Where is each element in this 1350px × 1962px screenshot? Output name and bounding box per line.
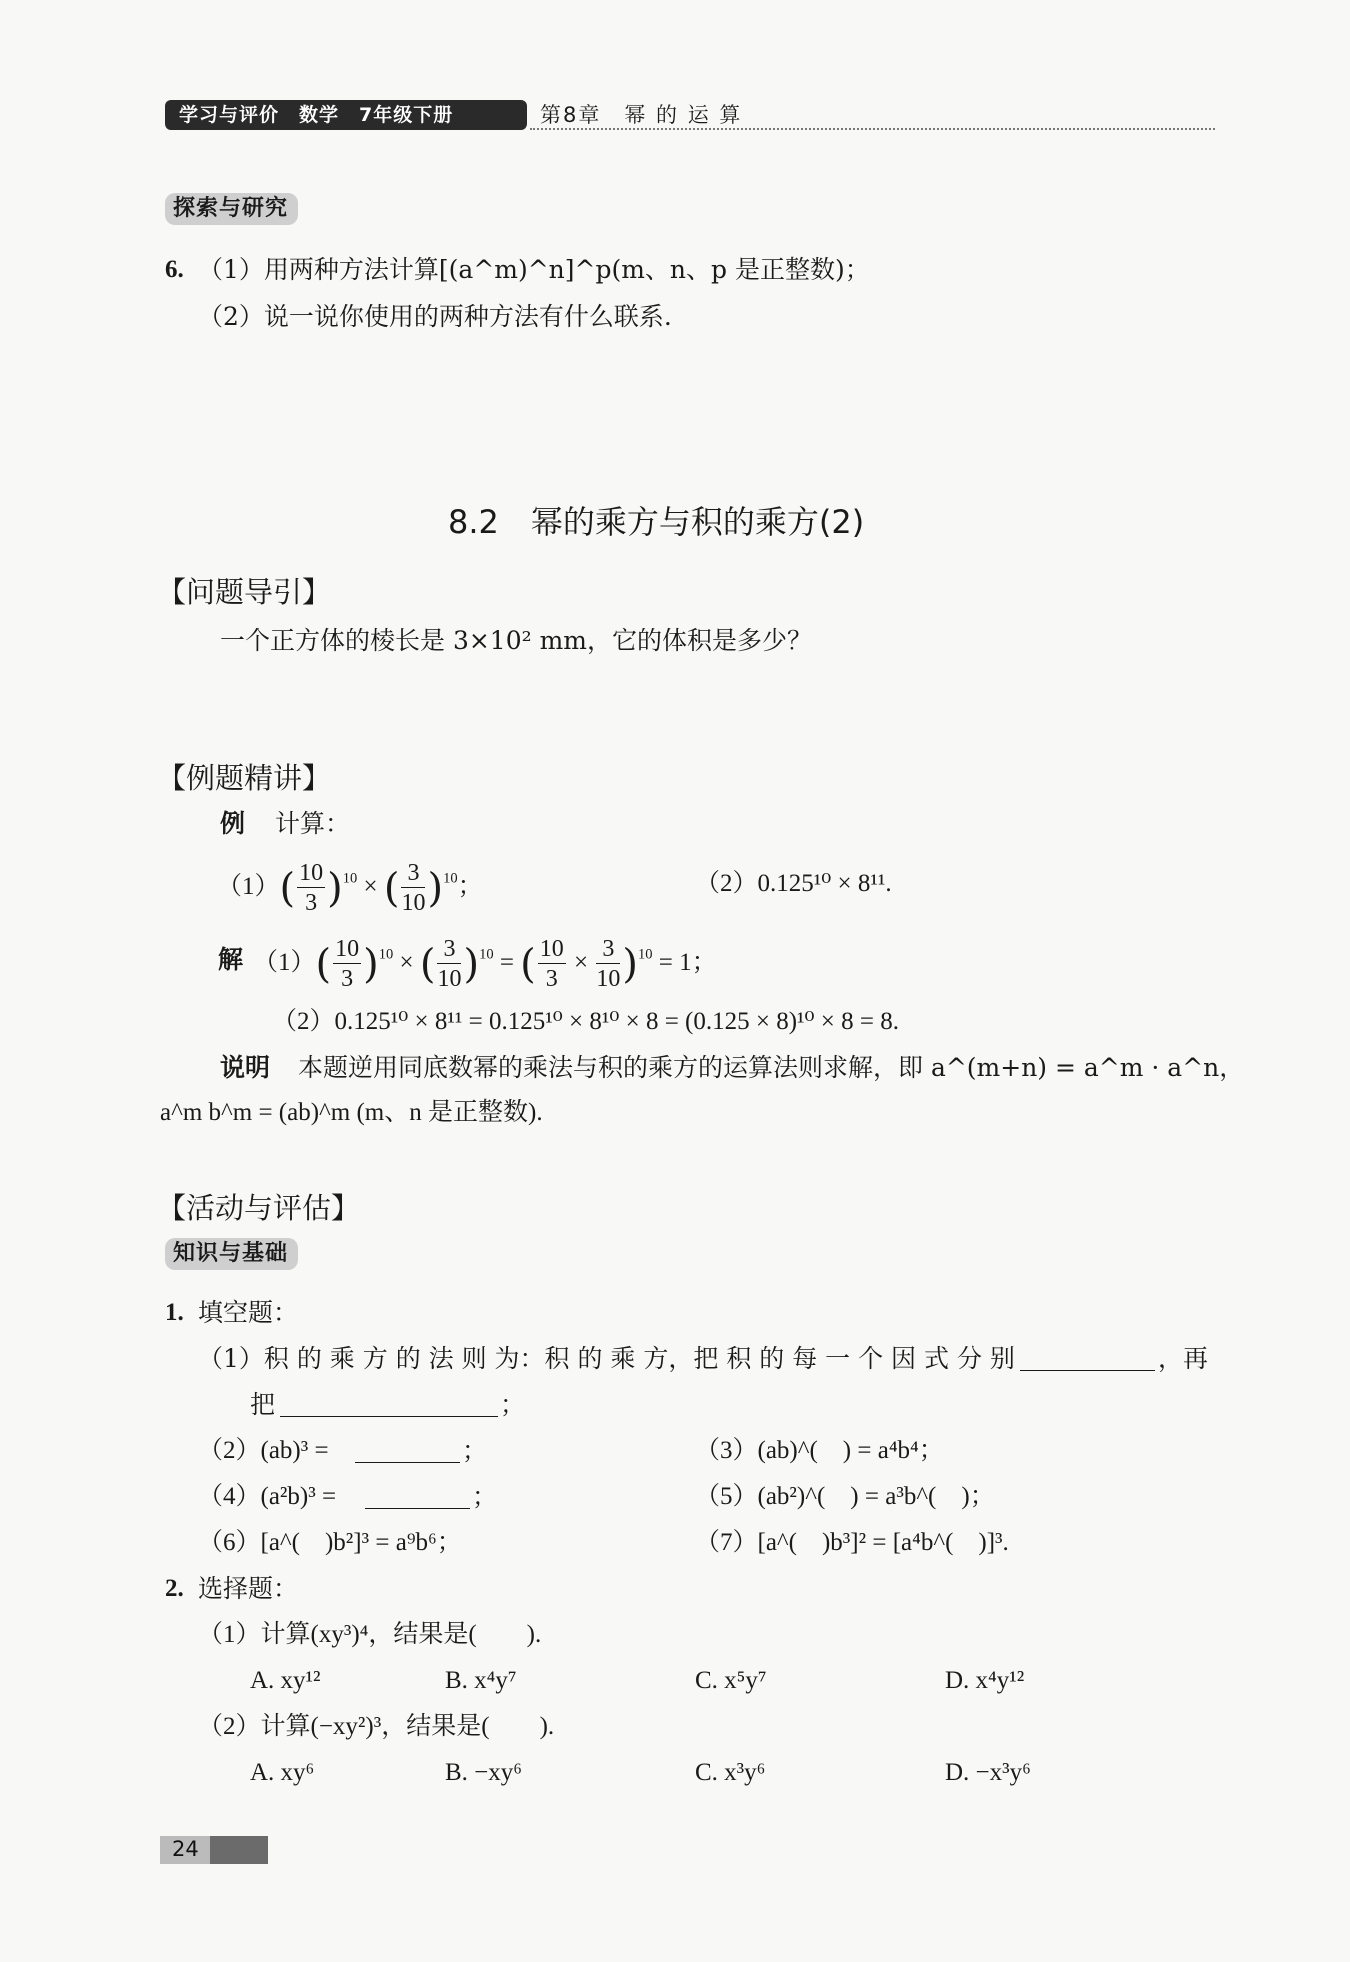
guide-text: 一个正方体的棱长是 3×10² mm，它的体积是多少？ xyxy=(220,626,812,655)
basics-tag: 知识与基础 xyxy=(165,1238,298,1270)
q1-2-end: ； xyxy=(462,1436,488,1465)
q2-title: 选择题： xyxy=(198,1574,299,1603)
q1-5: （5）(ab²)^( ) = a³b^( )； xyxy=(695,1483,995,1510)
solution-1: （1）( $\frac{10}{3}$ )$^{10}$ × ( $\frac{3}{10}$ )$^{10}$ = ( $\frac{10}{3}$ × $\frac{3}{10}$ )$^{10}$ = 1； xyxy=(253,936,717,993)
q1-1-text-d: ； xyxy=(500,1390,526,1419)
q1-4-blank[interactable] xyxy=(365,1480,470,1509)
q2-2-option-b[interactable]: B. −xy⁶ xyxy=(445,1759,522,1786)
q1-1-text-c: 把 xyxy=(250,1390,276,1419)
q2-1-option-a[interactable]: A. xy¹² xyxy=(250,1667,321,1694)
note-text-1: 本题逆用同底数幂的乘法与积的乘方的运算法则求解，即 a^(m+n) = a^m · a^n， xyxy=(298,1053,1245,1082)
q1-1-text-b: ，再 xyxy=(1158,1344,1209,1373)
activity-heading: 【活动与评估】 xyxy=(157,1191,361,1225)
q6-number: 6. xyxy=(165,256,184,283)
solution-2: （2）0.125¹⁰ × 8¹¹ = 0.125¹⁰ × 8¹⁰ × 8 = (0.125 × 8)¹⁰ × 8 = 8. xyxy=(272,1008,900,1035)
q6-part1: （1）用两种方法计算[(a^m)^n]^p(m、n、p 是正整数)； xyxy=(198,255,870,284)
q1-2-blank[interactable] xyxy=(355,1434,460,1463)
page-number-box-dark xyxy=(210,1836,268,1864)
q1-1-blank-a[interactable] xyxy=(1020,1342,1155,1371)
explore-tag: 探索与研究 xyxy=(165,193,298,225)
page-number: 24 xyxy=(172,1837,199,1861)
q2-1-option-c[interactable]: C. x⁵y⁷ xyxy=(695,1667,767,1694)
q1-4: （4）(a²b)³ = xyxy=(198,1483,337,1510)
q2-1-option-b[interactable]: B. x⁴y⁷ xyxy=(445,1667,517,1694)
example-problem-1: （1）( $\frac{10}{3}$ )$^{10}$ × ( $\frac{3}{10}$ )$^{10}$； xyxy=(217,860,483,917)
header-divider xyxy=(530,128,1215,130)
solution-label: 解 xyxy=(218,945,244,974)
example-heading: 【例题精讲】 xyxy=(157,761,332,795)
q2-number: 2. xyxy=(165,1575,184,1602)
q6-part2: （2）说一说你使用的两种方法有什么联系. xyxy=(198,302,672,331)
example-problem-2: （2）0.125¹⁰ × 8¹¹. xyxy=(695,870,892,897)
q1-6: （6）[a^( )b²]³ = a⁹b⁶； xyxy=(198,1529,462,1556)
note-label: 说明 xyxy=(220,1053,271,1082)
q2-2-option-c[interactable]: C. x³y⁶ xyxy=(695,1759,766,1786)
guide-heading: 【问题导引】 xyxy=(157,575,332,609)
q1-3: （3）(ab)^( ) = a⁴b⁴； xyxy=(695,1437,944,1464)
q2-2-option-a[interactable]: A. xy⁶ xyxy=(250,1759,315,1786)
q1-title: 填空题： xyxy=(198,1298,299,1327)
chapter-title: 第8章 幂 的 运 算 xyxy=(540,103,743,127)
q1-4-end: ； xyxy=(472,1482,498,1511)
q2-1: （1）计算(xy³)⁴，结果是( ). xyxy=(198,1621,542,1648)
solution-1-result: = 1； xyxy=(658,949,717,976)
section-title: 8.2 幂的乘方与积的乘方(2) xyxy=(448,503,865,541)
q2-2-option-d[interactable]: D. −x³y⁶ xyxy=(945,1759,1031,1786)
example-label: 例 xyxy=(220,809,246,838)
q1-1-text: （1）积 的 乘 方 的 法 则 为：积 的 乘 方，把 积 的 每 一 个 因 式 分 别 xyxy=(198,1344,1015,1373)
problem-1-label: （1） xyxy=(217,873,280,900)
example-prompt: 计算： xyxy=(275,809,351,838)
q1-1-blank-b[interactable] xyxy=(280,1388,498,1417)
q1-7: （7）[a^( )b³]² = [a⁴b^( )]³. xyxy=(695,1529,1009,1556)
book-header-bar: 学习与评价 数学 7年级下册 xyxy=(165,100,527,130)
note-text-2: a^m b^m = (ab)^m (m、n 是正整数). xyxy=(160,1099,543,1126)
solution-1-label: （1） xyxy=(253,949,316,976)
q1-number: 1. xyxy=(165,1299,184,1326)
q2-2: （2）计算(−xy²)³，结果是( ). xyxy=(198,1713,555,1740)
q2-1-option-d[interactable]: D. x⁴y¹² xyxy=(945,1667,1025,1694)
q1-2: （2）(ab)³ = xyxy=(198,1437,329,1464)
